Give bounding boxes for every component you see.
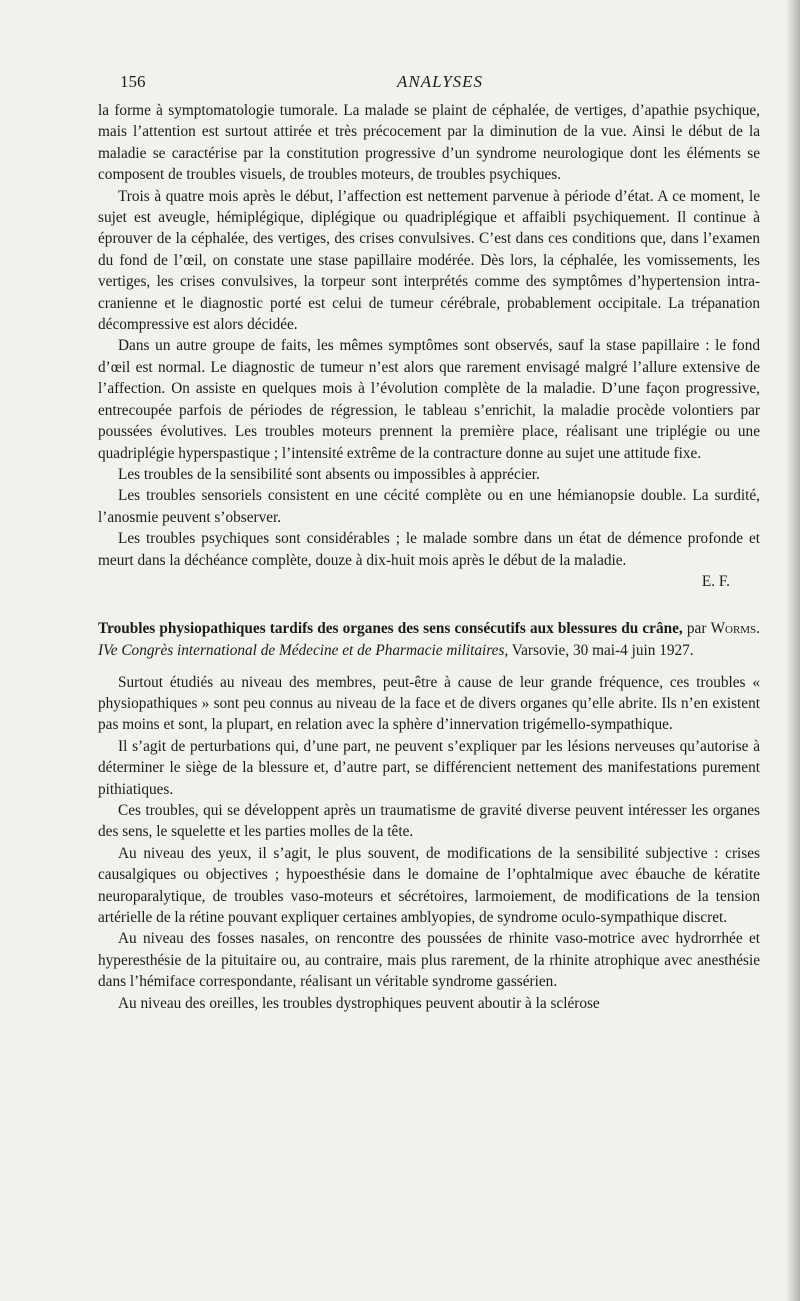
paragraph: Trois à quatre mois après le début, l’affection est nettement parvenue à période d’état. A ce moment, le sujet est aveugle, hémiplégique, diplégique ou quadriplégique et affaibli psychiquement. Il continue à éprouver de la céphalée, des vertiges, des crises convulsives. C’est dans ces conditions que, dans l’examen du fond de l’œil, on constate une stase papillaire modérée. Dès lors, la céphalée, les vomissements, les vertiges, les crises convulsives, la torpeur sont interprétés comme des symptômes d’hypertension intra-cranienne et le diagnostic porté est celui de tumeur cérébrale, probablement occipitale. La trépanation décompressive est alors décidée. [98,187,760,334]
paragraph: Surtout étudiés au niveau des membres, peut-être à cause de leur grande fréquence, ces troubles « physiopathiques » sont peu connus au niveau de la face et de divers organes qu’elle abrite. Ils n’en existent pas moins et sont, la plupart, en relation avec la sphère d’innervation trigémello-sympathique. [98,673,760,734]
page-header [120,72,760,96]
paragraph: Les troubles de la sensibilité sont absents ou impossibles à apprécier. [118,465,540,483]
paragraph: Dans un autre groupe de faits, les mêmes symptômes sont observés, sauf la stase papillaire : le fond d’œil est normal. Le diagnostic de tumeur n’est alors que rarement envisagé malgré l’allure extensive de l’affection. On assiste en quelques mois à l’évolution complète de la maladie. D’une façon progressive, entrecoupée parfois de périodes de régression, le tableau s’enrichit, la maladie procède volontiers par poussées évolutives. Les troubles moteurs prennent la première place, réalisant une triplégie ou une quadriplégie hyperspastique ; l’intensité extrême de la contracture donne au sujet une attitude fixe. [98,337,760,462]
paragraph: Ces troubles, qui se développent après un traumatisme de gravité diverse peuvent intéresser les organes des sens, le squelette et les parties molles de la tête. [98,801,760,841]
paragraph: Au niveau des fosses nasales, on rencontre des poussées de rhinite vaso-motrice avec hydrorrhée et hyperesthésie de la pituitaire ou, au contraire, mais plus rarement, de la rhinite atrophique avec anesthésie dans l’hémiface correspondante, réalisant un véritable syndrome gassérien. [98,930,760,991]
signature: E. F. [701,572,730,590]
article-by: par [686,620,707,638]
paragraph: Au niveau des yeux, il s’agit, le plus souvent, de modifications de la sensibilité subjective : crises causalgiques ou objectives ; hypoesthésie dans le domaine de l’ophtalmique avec ébauche de kératite neuroparalytique, de troubles vaso-moteurs et sécrétoires, larmoiement, de modifications de la tension artérielle de la rétine pouvant expliquer certaines amblyopies, de syndrome oculo-sympathique discret. [98,844,760,926]
page-body [98,100,760,1014]
paragraph: Les troubles sensoriels consistent en une cécité complète ou en une hémianopsie double. La surdité, l’anosmie peuvent s’observer. [98,487,760,526]
paragraph: Les troubles psychiques sont considérables ; le malade sombre dans un état de démence profonde et meurt dans la déchéance complète, douze à dix-huit mois après le début de la maladie. [98,530,760,569]
paragraph: Il s’agit de perturbations qui, d’une part, ne peuvent s’expliquer par les lésions nerveuses qu’autorise à déterminer le siège de la blessure et, d’autre part, se différencient nettement des manifestations purement pithiatiques. [98,737,760,798]
running-title: ANALYSES [396,72,484,91]
article-author: Worms. [710,620,761,638]
page-number: 156 [120,72,146,91]
article-title [98,618,760,661]
paragraph: la forme à symptomatologie tumorale. La malade se plaint de céphalée, de vertiges, d’apathie psychique, mais l’attention est surtout attirée et très précocement par la diminution de la vue. Ainsi le début de la maladie se caractérise par la constitution progressive d’un syndrome neurologique dont les éléments se composent de troubles visuels, de troubles moteurs, de troubles psychiques. [98,102,760,184]
paragraph: Au niveau des oreilles, les troubles dystrophiques peuvent aboutir à la sclérose [118,994,600,1012]
section-gap [98,592,760,618]
scan-edge-shadow [786,0,800,1301]
article-title-text: Troubles physiopathiques tardifs des organes des sens consécutifs aux blessures du crâne, [98,620,683,638]
article-place-date: Varsovie, 30 mai-4 juin 1927. [511,641,694,659]
article-source: IVe Congrès international de Médecine et de Pharmacie militaires, [98,641,509,659]
